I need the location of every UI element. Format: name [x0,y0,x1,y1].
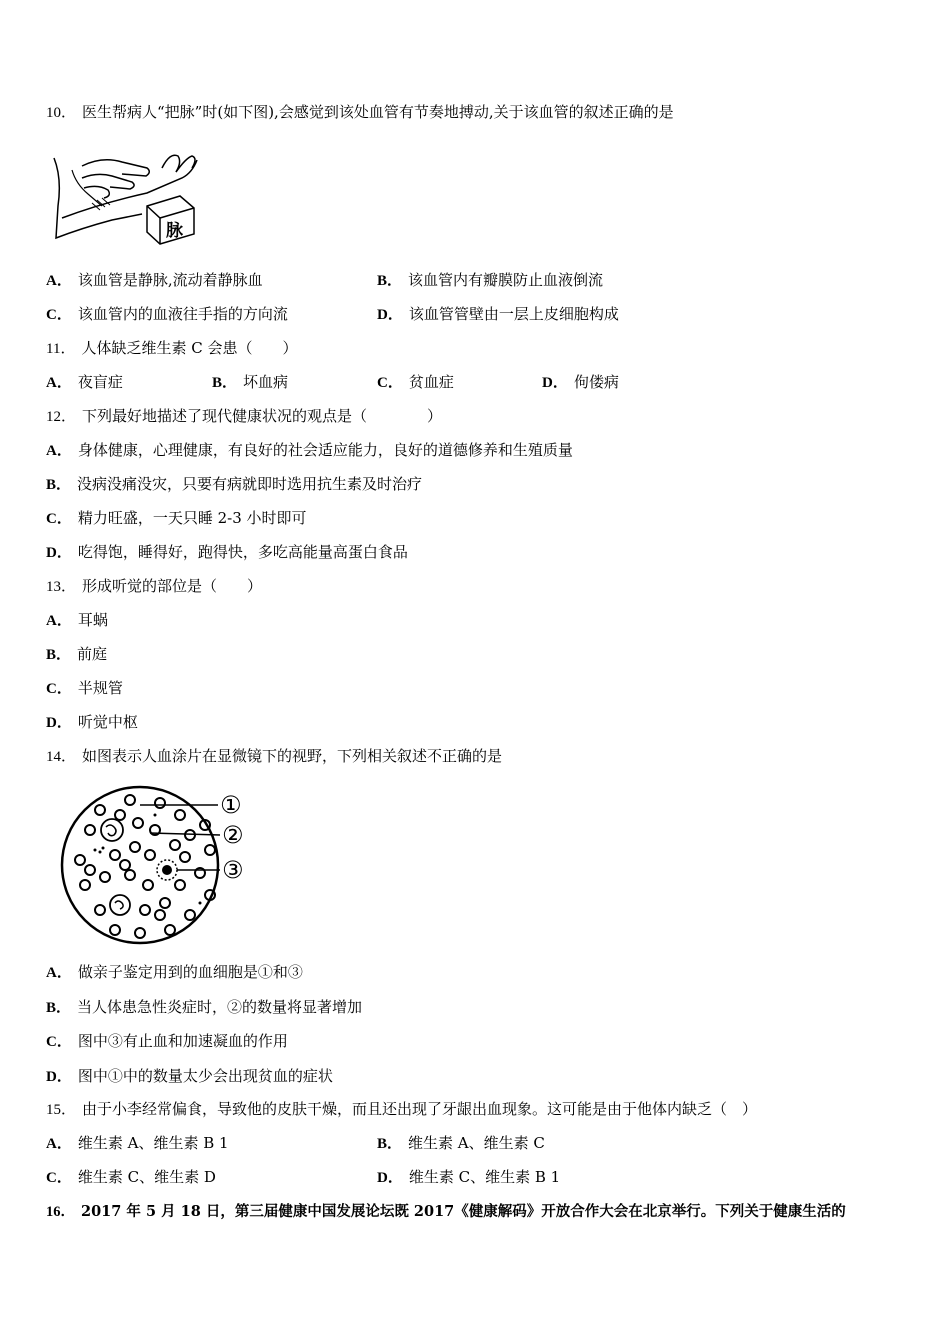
white-blood-cell [110,895,130,915]
option-label: A． [46,443,72,459]
option-text: 该血管是静脉,流动着静脉血 [77,271,263,289]
option-c[interactable] [377,372,454,393]
option-c[interactable] [46,1031,288,1052]
question-16 [46,1202,846,1222]
option-text: 图中①中的数量太少会出现贫血的症状 [77,1067,333,1085]
question-stem: 由于小李经常偏食，导致他的皮肤干燥，而且还出现了牙龈出血现象。这可能是由于他体内缺乏（ ） [82,1100,758,1118]
option-a[interactable] [46,372,123,393]
question-number: 14． [46,749,77,765]
option-label: A． [46,375,72,391]
option-label: D． [542,375,568,391]
option-b[interactable] [46,644,107,665]
question-12 [46,406,442,427]
option-label: D． [377,307,403,323]
option-text: 耳蜗 [77,611,108,629]
option-label: D． [46,715,72,731]
question-11 [46,338,297,359]
option-label: C． [46,1170,72,1186]
option-b[interactable] [377,270,603,291]
option-label: A． [46,273,72,289]
question-stem: 如图表示人血涂片在显微镜下的视野，下列相关叙述不正确的是 [82,747,503,765]
option-text: 维生素 C、维生素 D [77,1168,216,1186]
question-15 [46,1099,757,1120]
question-number: 10． [46,105,77,121]
option-b[interactable] [46,997,362,1018]
question-stem: 下列最好地描述了现代健康状况的观点是（ ） [82,407,443,425]
option-b[interactable] [212,372,288,393]
option-d[interactable] [377,1167,560,1188]
option-c[interactable] [46,508,307,529]
option-text: 该血管管壁由一层上皮细胞构成 [408,305,619,323]
option-text: 图中③有止血和加速凝血的作用 [77,1032,288,1050]
option-text: 吃得饱，睡得好，跑得快，多吃高能量高蛋白食品 [77,543,408,561]
option-text: 当人体患急性炎症时，②的数量将显著增加 [77,998,363,1016]
option-label: A． [46,613,72,629]
option-c[interactable] [46,678,123,699]
pulse-illustration [52,148,202,248]
label-1: ① [220,791,242,819]
option-text: 精力旺盛，一天只睡 2-3 小时即可 [77,509,307,527]
option-text: 贫血症 [408,373,454,391]
question-14 [46,746,502,767]
label-2: ② [222,821,244,849]
option-c[interactable] [46,304,288,325]
option-label: B． [212,375,238,391]
option-a[interactable] [46,270,263,291]
option-text: 夜盲症 [77,373,123,391]
option-d[interactable] [46,1066,333,1087]
white-blood-cell [101,819,123,841]
option-d[interactable] [46,712,138,733]
option-text: 维生素 A、维生素 B 1 [77,1134,229,1152]
question-number: 15． [46,1102,77,1118]
option-text: 该血管内的血液往手指的方向流 [77,305,288,323]
option-text: 佝偻病 [573,373,619,391]
option-a[interactable] [46,1133,229,1154]
option-c[interactable] [46,1167,216,1188]
option-b[interactable] [46,474,422,495]
option-text: 前庭 [77,645,108,663]
option-a[interactable] [46,962,303,983]
option-label: B． [46,647,72,663]
option-label: C． [46,307,72,323]
option-text: 维生素 A、维生素 C [408,1134,545,1152]
option-text: 没病没痛没灾，只要有病就即时选用抗生素及时治疗 [77,475,423,493]
question-13 [46,576,262,597]
option-d[interactable] [46,542,408,563]
option-label: C． [377,375,403,391]
option-label: C． [46,681,72,697]
option-text: 维生素 C、维生素 B 1 [408,1168,561,1186]
option-text: 坏血病 [243,373,289,391]
option-label: C． [46,1034,72,1050]
option-a[interactable] [46,610,108,631]
option-label: D． [377,1170,403,1186]
question-stem: 形成听觉的部位是（ ） [82,577,263,595]
pulse-pillow-label: 脉 [166,221,183,241]
option-text: 做亲子鉴定用到的血细胞是①和③ [77,963,303,981]
question-stem: 人体缺乏维生素 C 会患（ ） [81,339,298,357]
question-stem: 医生帮病人“把脉”时(如下图),会感觉到该处血管有节奏地搏动,关于该血管的叙述正确的是 [82,103,674,121]
option-label: B． [46,1000,72,1016]
option-b[interactable] [377,1133,545,1154]
option-d[interactable] [542,372,619,393]
option-a[interactable] [46,440,573,461]
option-label: C． [46,511,72,527]
option-label: D． [46,545,72,561]
option-label: D． [46,1069,72,1085]
question-10 [46,102,674,123]
label-3: ③ [222,856,244,884]
question-number: 16． [46,1204,75,1220]
question-stem: 2017 年 5 月 18 日，第三届健康中国发展论坛既 2017《健康解码》开放合作大会在北京举行。下列关于健康生活的 [81,1203,846,1220]
option-text: 听觉中枢 [77,713,138,731]
option-d[interactable] [377,304,619,325]
question-number: 13． [46,579,77,595]
option-label: A． [46,965,72,981]
option-label: B． [377,273,403,289]
option-label: A． [46,1136,72,1152]
option-text: 该血管内有瓣膜防止血液倒流 [408,271,604,289]
question-number: 11． [46,341,76,357]
option-label: B． [46,477,72,493]
option-label: B． [377,1136,403,1152]
option-text: 半规管 [77,679,123,697]
blood-smear-figure [60,785,255,950]
option-text: 身体健康，心理健康，有良好的社会适应能力，良好的道德修养和生殖质量 [77,441,573,459]
question-number: 12． [46,409,77,425]
